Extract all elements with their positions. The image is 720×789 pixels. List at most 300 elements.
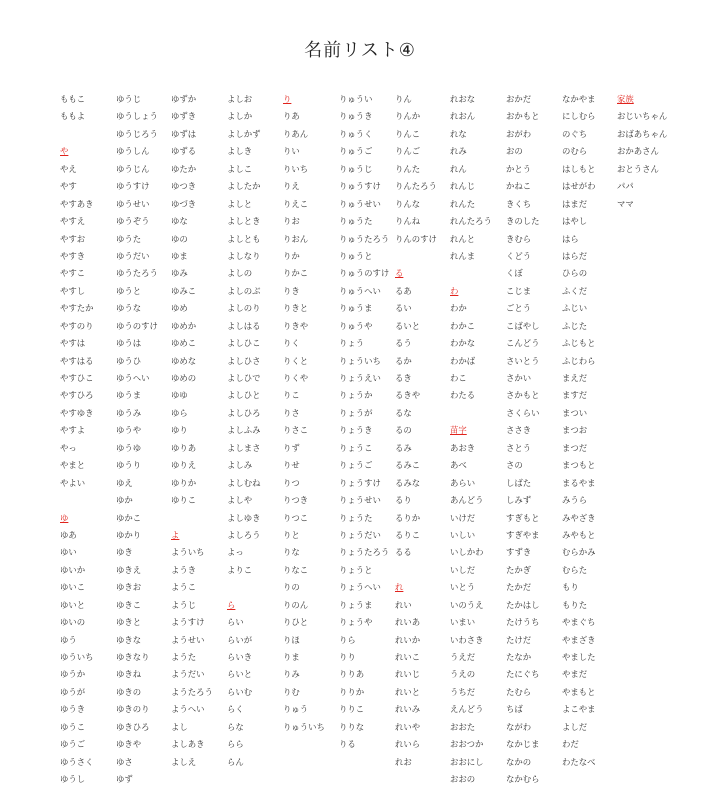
name-entry: よしまさ <box>227 442 261 453</box>
name-entry: れいと <box>395 686 421 697</box>
name-entry: りょうと <box>339 564 373 575</box>
name-entry: ささき <box>506 425 532 436</box>
name-entry: りゅうご <box>339 146 373 157</box>
name-entry: やました <box>562 652 596 662</box>
name-entry: やすあき <box>60 198 94 209</box>
name-entry: たけうち <box>506 617 540 628</box>
name-entry: りり <box>339 652 356 662</box>
name-entry: りょうすけ <box>339 477 381 488</box>
name-entry: れいこ <box>395 652 421 662</box>
name-entry: きのした <box>506 216 540 227</box>
name-entry: るりこ <box>395 529 421 540</box>
name-entry: ゆういち <box>60 652 94 662</box>
name-entry: るな <box>395 407 412 418</box>
name-entry: ようすけ <box>171 617 205 628</box>
name-entry: たにぐち <box>506 669 540 680</box>
name-entry: れな <box>450 128 467 139</box>
name-entry: らん <box>227 756 244 767</box>
name-entry: あべ <box>450 460 467 471</box>
name-entry: りょうへい <box>339 582 381 593</box>
name-entry: りゅう <box>283 704 309 715</box>
name-entry: れいあ <box>395 617 421 628</box>
name-entry: らな <box>227 721 244 732</box>
name-entry: りえこ <box>283 198 309 209</box>
name-entry: ゆめな <box>171 355 197 366</box>
name-entry: りな <box>283 547 300 558</box>
name-entry: ゆな <box>171 216 188 227</box>
name-entry: りゅうせい <box>339 198 381 209</box>
name-entry: りむ <box>283 686 300 697</box>
name-entry: りゅうき <box>339 111 373 122</box>
name-column <box>617 91 679 213</box>
name-entry: うちだ <box>450 686 476 697</box>
name-entry: いわさき <box>450 634 484 645</box>
name-entry: ゆうま <box>116 390 142 401</box>
name-entry: わたなべ <box>562 756 596 767</box>
name-entry: りる <box>339 739 356 750</box>
name-entry: まつもと <box>562 460 596 471</box>
name-entry: りせ <box>283 460 300 471</box>
name-entry: しみず <box>506 495 532 506</box>
name-entry: よしき <box>227 146 253 157</box>
name-entry: りくや <box>283 373 309 383</box>
name-entry: ようたろう <box>171 686 213 697</box>
name-column <box>562 91 624 771</box>
name-entry: りあん <box>283 128 309 139</box>
name-entry: るみ <box>395 442 412 453</box>
name-entry: みうら <box>562 495 588 506</box>
name-entry: あらい <box>450 477 476 488</box>
name-entry: るみな <box>395 477 421 488</box>
name-entry: よっ <box>227 547 244 558</box>
name-entry: ゆうたろう <box>116 268 158 279</box>
section-heading: り <box>283 94 292 104</box>
name-entry: ゆかこ <box>116 512 142 523</box>
name-entry: りゅうすけ <box>339 181 381 192</box>
name-entry: ゆうた <box>116 233 142 244</box>
name-entry: くぼ <box>506 268 523 279</box>
name-entry: たかはし <box>506 599 540 610</box>
name-entry: やすは <box>60 338 86 349</box>
name-entry: らいと <box>227 669 253 680</box>
name-entry: なかじま <box>506 739 540 750</box>
name-entry: わかば <box>450 355 476 366</box>
name-entry: ゆうゆ <box>116 442 142 453</box>
page-title: 名前リスト④ <box>304 40 416 61</box>
name-entry: りゅうく <box>339 128 373 139</box>
name-entry: るいと <box>395 320 421 331</box>
name-entry: よしふみ <box>227 425 261 436</box>
name-entry: ゆきお <box>116 582 142 593</box>
name-entry: なかやま <box>562 94 596 104</box>
name-column <box>283 91 345 736</box>
name-entry: よしひさ <box>227 355 261 366</box>
name-entry: いしい <box>450 529 476 540</box>
name-entry: かとう <box>506 163 532 174</box>
name-entry: るり <box>395 495 412 506</box>
name-entry: ようこ <box>171 582 197 593</box>
name-entry: よしのぶ <box>227 285 261 296</box>
name-entry: たかぎ <box>506 564 532 575</box>
name-entry: ちば <box>506 704 523 715</box>
name-entry: はら <box>562 233 579 244</box>
name-entry: ゆうひ <box>116 355 142 366</box>
name-entry: よしと <box>227 198 253 209</box>
name-entry: るう <box>395 338 412 349</box>
name-entry: ももこ <box>60 94 86 104</box>
name-entry: いとう <box>450 582 476 593</box>
name-entry: のぐち <box>562 128 588 139</box>
name-entry: さかい <box>506 373 532 383</box>
name-entry: ゆきな <box>116 634 142 645</box>
name-entry: わかこ <box>450 320 476 331</box>
name-entry: パパ <box>617 181 634 192</box>
name-entry: ふじわら <box>562 355 596 366</box>
name-entry: いまい <box>450 617 476 628</box>
name-entry: ゆつき <box>171 181 197 192</box>
name-entry: るか <box>395 355 412 366</box>
name-entry: ゆめ <box>171 303 188 314</box>
name-entry: えんどう <box>450 704 484 715</box>
name-entry: らい <box>227 617 244 628</box>
name-entry: りま <box>283 652 300 662</box>
name-entry: きくち <box>506 198 532 209</box>
name-entry: きむら <box>506 233 532 244</box>
name-entry: ゆたか <box>171 163 197 174</box>
name-entry: はやし <box>562 216 588 227</box>
name-entry: もりた <box>562 599 588 610</box>
name-entry: れおん <box>450 111 476 122</box>
name-entry: やまだ <box>562 669 588 680</box>
name-entry: りほ <box>283 634 300 645</box>
name-entry: ゆいと <box>60 599 86 610</box>
name-entry: こばやし <box>506 320 540 331</box>
name-entry: ゆずは <box>171 128 197 139</box>
name-entry: よしこ <box>227 163 253 174</box>
name-entry: りの <box>283 582 300 593</box>
name-entry: りのん <box>283 599 309 610</box>
name-entry: りお <box>283 216 300 227</box>
name-entry: やっ <box>60 442 77 453</box>
name-entry: よしなり <box>227 250 261 261</box>
name-entry: ゆきと <box>116 617 142 628</box>
name-entry: りさ <box>283 407 300 418</box>
name-entry: ゆか <box>116 495 133 506</box>
name-entry: ママ <box>617 198 634 209</box>
name-entry: よしか <box>227 111 253 122</box>
name-entry: よしかず <box>227 128 261 139</box>
name-entry: ゆうさく <box>60 756 94 767</box>
section-heading: よ <box>171 529 180 540</box>
name-entry: ゆうし <box>60 774 86 785</box>
name-entry: りりあ <box>339 669 365 680</box>
name-entry: ようせい <box>171 634 205 645</box>
name-entry: ゆうき <box>60 704 86 715</box>
name-entry: まつだ <box>562 442 588 453</box>
name-entry: まるやま <box>562 477 596 488</box>
name-entry: なかの <box>506 756 532 767</box>
name-entry: わこ <box>450 373 467 383</box>
name-entry: すずき <box>506 547 532 558</box>
name-entry: やすひこ <box>60 373 94 383</box>
name-entry: よこやま <box>562 704 596 715</box>
name-entry: やす <box>60 181 77 192</box>
name-entry: りと <box>283 529 300 540</box>
name-entry: やすゆき <box>60 407 94 418</box>
name-entry: りくと <box>283 355 309 366</box>
name-entry: らいき <box>227 652 253 662</box>
name-entry: いのうえ <box>450 599 484 610</box>
name-entry: りょうだい <box>339 529 381 540</box>
name-entry: ゆきひろ <box>116 721 150 732</box>
name-entry: りなこ <box>283 564 309 575</box>
name-entry: おかだ <box>506 94 532 104</box>
name-entry: りんのすけ <box>395 233 437 244</box>
name-entry: ゆずる <box>171 146 197 157</box>
name-entry: れんたろう <box>450 216 492 227</box>
name-entry: れお <box>395 756 412 767</box>
name-entry: れんと <box>450 233 476 244</box>
name-entry: るの <box>395 425 412 436</box>
name-entry: るる <box>395 547 412 558</box>
name-entry: こんどう <box>506 338 540 349</box>
name-entry: ますだ <box>562 390 588 401</box>
name-entry: ゆきなり <box>116 652 150 662</box>
name-entry: れいか <box>395 634 421 645</box>
name-entry: さの <box>506 460 523 471</box>
name-entry: りか <box>283 250 300 261</box>
name-entry: よしえ <box>171 756 197 767</box>
name-entry: りひと <box>283 617 309 628</box>
name-entry: よし <box>171 721 188 732</box>
name-entry: ゆきや <box>116 739 142 750</box>
name-entry: はしもと <box>562 163 596 174</box>
name-entry: わかな <box>450 338 476 349</box>
name-entry: りつ <box>283 477 300 488</box>
name-entry: やまもと <box>562 686 596 697</box>
name-entry: ゆきね <box>116 669 142 680</box>
name-entry: りゅうのすけ <box>339 268 390 279</box>
name-entry: よしお <box>227 94 253 104</box>
name-entry: ゆうか <box>60 669 86 680</box>
name-entry: りんこ <box>395 128 421 139</box>
name-entry: りんご <box>395 146 421 157</box>
name-entry: なかむら <box>506 774 540 785</box>
name-entry: りゅうじ <box>339 163 373 174</box>
name-entry: りんたろう <box>395 181 437 192</box>
name-entry: りこ <box>283 390 300 401</box>
name-entry: りいち <box>283 163 309 174</box>
name-entry: くどう <box>506 250 532 261</box>
name-entry: ゆう <box>60 634 77 645</box>
name-entry: あんどう <box>450 495 484 506</box>
name-entry: こじま <box>506 285 532 296</box>
name-entry: むらた <box>562 564 588 575</box>
name-entry: わたる <box>450 390 476 401</box>
name-entry: りょうたろう <box>339 547 390 558</box>
name-entry: よしひろ <box>227 407 261 418</box>
name-entry: ゆずき <box>171 111 197 122</box>
name-entry: ゆめの <box>171 373 197 383</box>
name-entry: ようへい <box>171 704 205 715</box>
name-entry: ゆえ <box>116 477 133 488</box>
spacer <box>450 405 512 422</box>
name-entry: やすひろ <box>60 390 94 401</box>
name-entry: れんた <box>450 198 476 209</box>
name-entry: よしのり <box>227 303 261 314</box>
name-entry: ゆま <box>171 250 188 261</box>
name-entry: りあ <box>283 111 300 122</box>
name-entry: よしはる <box>227 320 261 331</box>
section-heading: ら <box>227 599 236 610</box>
name-entry: ゆうは <box>116 338 142 349</box>
name-entry: おかもと <box>506 111 540 122</box>
name-entry: はせがわ <box>562 181 596 192</box>
name-entry: ゆみこ <box>171 285 197 296</box>
name-column <box>506 91 568 789</box>
name-entry: やまと <box>60 460 86 471</box>
name-entry: ようた <box>171 652 197 662</box>
name-entry: りんた <box>395 163 421 174</box>
name-entry: ゆうこ <box>60 721 86 732</box>
name-entry: ゆずか <box>171 94 197 104</box>
name-entry: ゆり <box>171 425 188 436</box>
name-entry: やすこ <box>60 268 86 279</box>
name-entry: すぎもと <box>506 512 540 523</box>
name-entry: たけだ <box>506 634 532 645</box>
name-entry: やまぐち <box>562 617 596 628</box>
name-entry: いしだ <box>450 564 476 575</box>
name-entry: やすき <box>60 250 86 261</box>
name-entry: やすし <box>60 285 86 296</box>
name-entry: れいら <box>395 739 421 750</box>
spacer <box>395 562 457 579</box>
name-entry: ゆづき <box>171 198 197 209</box>
name-entry: さかもと <box>506 390 540 401</box>
name-entry: よしろう <box>227 529 261 540</box>
name-entry: りみ <box>283 669 300 680</box>
name-entry: らく <box>227 704 244 715</box>
name-entry: たむら <box>506 686 532 697</box>
name-entry: れい <box>395 599 412 610</box>
name-entry: ゆゆ <box>171 390 188 401</box>
name-entry: ゆい <box>60 547 77 558</box>
name-entry: おかあさん <box>617 146 659 157</box>
name-entry: りえ <box>283 181 300 192</box>
name-entry: りき <box>283 285 300 296</box>
name-entry: ふじた <box>562 320 588 331</box>
section-heading: わ <box>450 285 459 296</box>
name-entry: れみ <box>450 146 467 157</box>
name-entry: ゆうが <box>60 686 86 697</box>
name-entry: ゆうじろう <box>116 128 158 139</box>
section-heading: れ <box>395 582 404 593</box>
name-entry: らら <box>227 739 244 750</box>
name-entry: ゆの <box>171 233 188 244</box>
name-entry: りゅういち <box>283 721 325 732</box>
name-entry: ゆうな <box>116 303 142 314</box>
name-entry: るあ <box>395 285 412 296</box>
name-entry: りょうた <box>339 512 373 523</box>
name-entry: ゆりか <box>171 477 197 488</box>
name-entry: りゅうた <box>339 216 373 227</box>
name-entry: はまだ <box>562 198 588 209</box>
name-entry: りりな <box>339 721 365 732</box>
name-entry: りん <box>395 94 412 104</box>
name-column <box>450 91 512 789</box>
name-entry: りい <box>283 146 300 157</box>
name-entry: りゅうや <box>339 320 373 331</box>
name-entry: ふくだ <box>562 285 588 296</box>
name-entry: ゆかり <box>116 529 142 540</box>
section-heading: る <box>395 268 404 279</box>
name-entry: ゆうじ <box>116 94 142 104</box>
name-entry: ゆめこ <box>171 338 197 349</box>
name-entry: のむら <box>562 146 588 157</box>
name-entry: ゆうみ <box>116 407 142 418</box>
name-entry: やよい <box>60 477 86 488</box>
name-entry: ゆうせい <box>116 198 150 209</box>
name-entry: れいや <box>395 721 421 732</box>
name-entry: ゆき <box>116 547 133 558</box>
name-entry: ゆうしん <box>116 146 150 157</box>
name-entry: ゆうのすけ <box>116 320 158 331</box>
name-entry: さいとう <box>506 355 540 366</box>
name-entry: いけだ <box>450 512 476 523</box>
name-entry: れんじ <box>450 181 476 192</box>
name-entry: よりこ <box>227 564 253 575</box>
name-entry: りょうき <box>339 425 373 436</box>
name-entry: やすのり <box>60 320 94 331</box>
name-entry: よしだ <box>562 721 588 732</box>
name-entry: りゅうま <box>339 303 373 314</box>
name-entry: りょうせい <box>339 495 381 506</box>
name-entry: りつき <box>283 495 309 506</box>
name-entry: ゆきこ <box>116 599 142 610</box>
name-entry: たなか <box>506 652 532 662</box>
name-entry: りょう <box>339 338 365 349</box>
name-entry: ゆきえ <box>116 564 142 575</box>
name-entry: おの <box>506 146 523 157</box>
name-entry: ようだい <box>171 669 205 680</box>
name-entry: むらかみ <box>562 547 596 558</box>
name-entry: ゆうだい <box>116 250 150 261</box>
name-entry: るきや <box>395 390 421 401</box>
name-entry: みやざき <box>562 512 596 523</box>
name-entry: ゆうや <box>116 425 142 436</box>
name-entry: るみこ <box>395 460 421 471</box>
name-entry: よしや <box>227 495 253 506</box>
name-entry: やすたか <box>60 303 94 314</box>
name-entry: よしひこ <box>227 338 261 349</box>
name-entry: うえの <box>450 669 476 680</box>
name-entry: るき <box>395 373 412 383</box>
name-entry: ふじい <box>562 303 588 314</box>
name-entry: るりか <box>395 512 421 523</box>
name-entry: さくらい <box>506 407 540 418</box>
name-entry: りら <box>339 634 356 645</box>
name-entry: たかだ <box>506 582 532 593</box>
name-entry: よしあき <box>171 739 205 750</box>
name-entry: りおん <box>283 233 309 244</box>
name-entry: よしむね <box>227 477 261 488</box>
name-entry: ゆいこ <box>60 582 86 593</box>
name-entry: ゆいの <box>60 617 86 628</box>
name-entry: おがわ <box>506 128 532 139</box>
name-entry: れおな <box>450 94 476 104</box>
spacer <box>395 248 457 265</box>
name-entry: れんま <box>450 250 476 261</box>
